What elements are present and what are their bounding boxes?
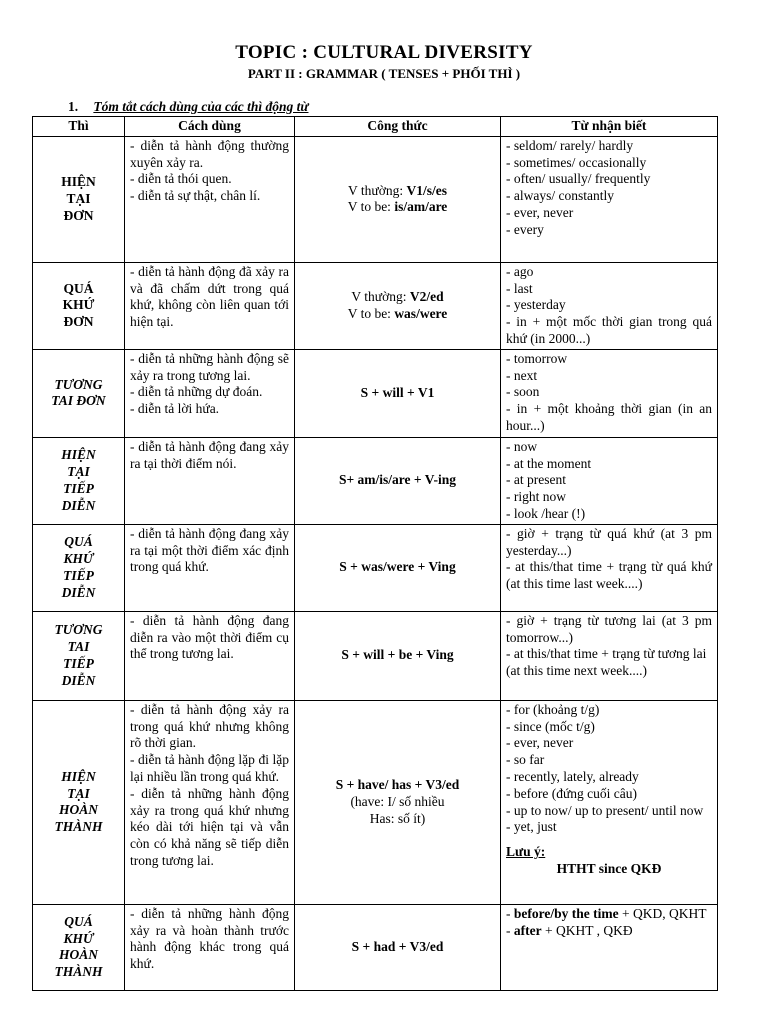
note-text: HTHT since QKĐ (556, 860, 662, 876)
table-row (33, 904, 718, 990)
tense-name-cell: HIỆN TẠI ĐƠN (33, 136, 125, 262)
signs-cell: - giờ + trạng từ quá khứ (at 3 pm yesterday...) - at this/that time + trạng từ quá khứ (at this time last week....) (501, 524, 718, 611)
header-tense: Thì (33, 117, 125, 137)
section-title: Tóm tắt cách dùng của các thì động từ (93, 99, 309, 114)
formula-cell: S + was/were + Ving (295, 524, 501, 611)
usage-cell: - diễn tả những hành động xảy ra và hoàn thành trước hành động khác trong quá khứ. (125, 904, 295, 990)
tenses-table (32, 116, 718, 991)
page-subtitle: PART II : GRAMMAR ( TENSES + PHỐI THÌ ) (247, 66, 521, 81)
table-row (33, 700, 718, 904)
formula-cell: V thường: V2/ed V to be: was/were (295, 262, 501, 349)
header-signs: Từ nhận biết (501, 117, 718, 137)
tense-name-cell: HIỆN TẠI HOÀN THÀNH (33, 700, 125, 904)
table-row (33, 524, 718, 611)
table-row (33, 136, 718, 262)
formula-cell: V thường: V1/s/es V to be: is/am/are (295, 136, 501, 262)
usage-cell: - diễn tả hành động đang xảy ra tại một thời điểm xác định trong quá khứ. (125, 524, 295, 611)
tense-name-cell: QUÁ KHỨ HOÀN THÀNH (33, 904, 125, 990)
section-number: 1. (68, 99, 79, 114)
tense-name-cell: TƯƠNG TAI ĐƠN (33, 349, 125, 437)
page-title: TOPIC : CULTURAL DIVERSITY (235, 42, 533, 63)
tense-name-cell: HIỆN TẠI TIẾP DIỄN (33, 437, 125, 524)
header-usage: Cách dùng (125, 117, 295, 137)
signs-cell: - before/by the time + QKD, QKHT - after + QKHT , QKĐ (501, 904, 718, 990)
signs-cell: - for (khoảng t/g) - since (mốc t/g) - ever, never - so far - recently, lately, already - before (đứng cuối câu) - up to now/ up to present/ until now - yet, just Lưu ý: HTHT since QKĐ (501, 700, 718, 904)
formula-cell: S + will + V1 (295, 349, 501, 437)
formula-cell: S + will + be + Ving (295, 611, 501, 700)
signs-cell: - giờ + trạng từ tương lai (at 3 pm tomorrow...) - at this/that time + trạng từ tương lai (at this time next week....) (501, 611, 718, 700)
tense-name-cell: QUÁ KHỨ ĐƠN (33, 262, 125, 349)
tense-name-cell: TƯƠNG TAI TIẾP DIỄN (33, 611, 125, 700)
usage-cell: - diễn tả hành động thường xuyên xảy ra. - diễn tả thói quen. - diễn tả sự thật, chân lí. (125, 136, 295, 262)
table-header-row (33, 117, 718, 137)
usage-cell: - diễn tả hành động đang xảy ra tại thời điểm nói. (125, 437, 295, 524)
header-formula: Công thức (295, 117, 501, 137)
signs-cell: - ago - last - yesterday - in + một mốc thời gian trong quá khứ (in 2000...) (501, 262, 718, 349)
formula-cell: S + had + V3/ed (295, 904, 501, 990)
signs-cell: - seldom/ rarely/ hardly - sometimes/ occasionally - often/ usually/ frequently - always/ constantly - ever, never - every (501, 136, 718, 262)
table-row (33, 611, 718, 700)
table-row (33, 349, 718, 437)
table-row (33, 262, 718, 349)
note-label: Lưu ý: (506, 844, 546, 860)
usage-cell: - diễn tả hành động đang diễn ra vào một thời điểm cụ thể trong tương lai. (125, 611, 295, 700)
usage-cell: - diễn tả hành động xảy ra trong quá khứ nhưng không rõ thời gian. - diễn tả hành động lặp đi lặp lại nhiều lần trong quá khứ. - diễn tả những hành động xảy ra trong quá khứ nhưng kéo dài tới hiện tại và vẫn còn có khả năng sẽ tiếp diễn trong tương lai. (125, 700, 295, 904)
formula-cell: S + have/ has + V3/ed (have: I/ số nhiều Has: số ít) (295, 700, 501, 904)
tense-name-cell: QUÁ KHỨ TIẾP DIỄN (33, 524, 125, 611)
usage-cell: - diễn tả hành động đã xảy ra và đã chấm dứt trong quá khứ, không còn liên quan tới hiện tại. (125, 262, 295, 349)
usage-cell: - diễn tả những hành động sẽ xảy ra trong tương lai. - diễn tả những dự đoán. - diễn tả lời hứa. (125, 349, 295, 437)
signs-cell: - now - at the moment - at present - right now - look /hear (!) (501, 437, 718, 524)
formula-cell: S+ am/is/are + V-ing (295, 437, 501, 524)
table-row (33, 437, 718, 524)
section-heading (68, 99, 308, 115)
signs-cell: - tomorrow - next - soon - in + một khoảng thời gian (in an hour...) (501, 349, 718, 437)
